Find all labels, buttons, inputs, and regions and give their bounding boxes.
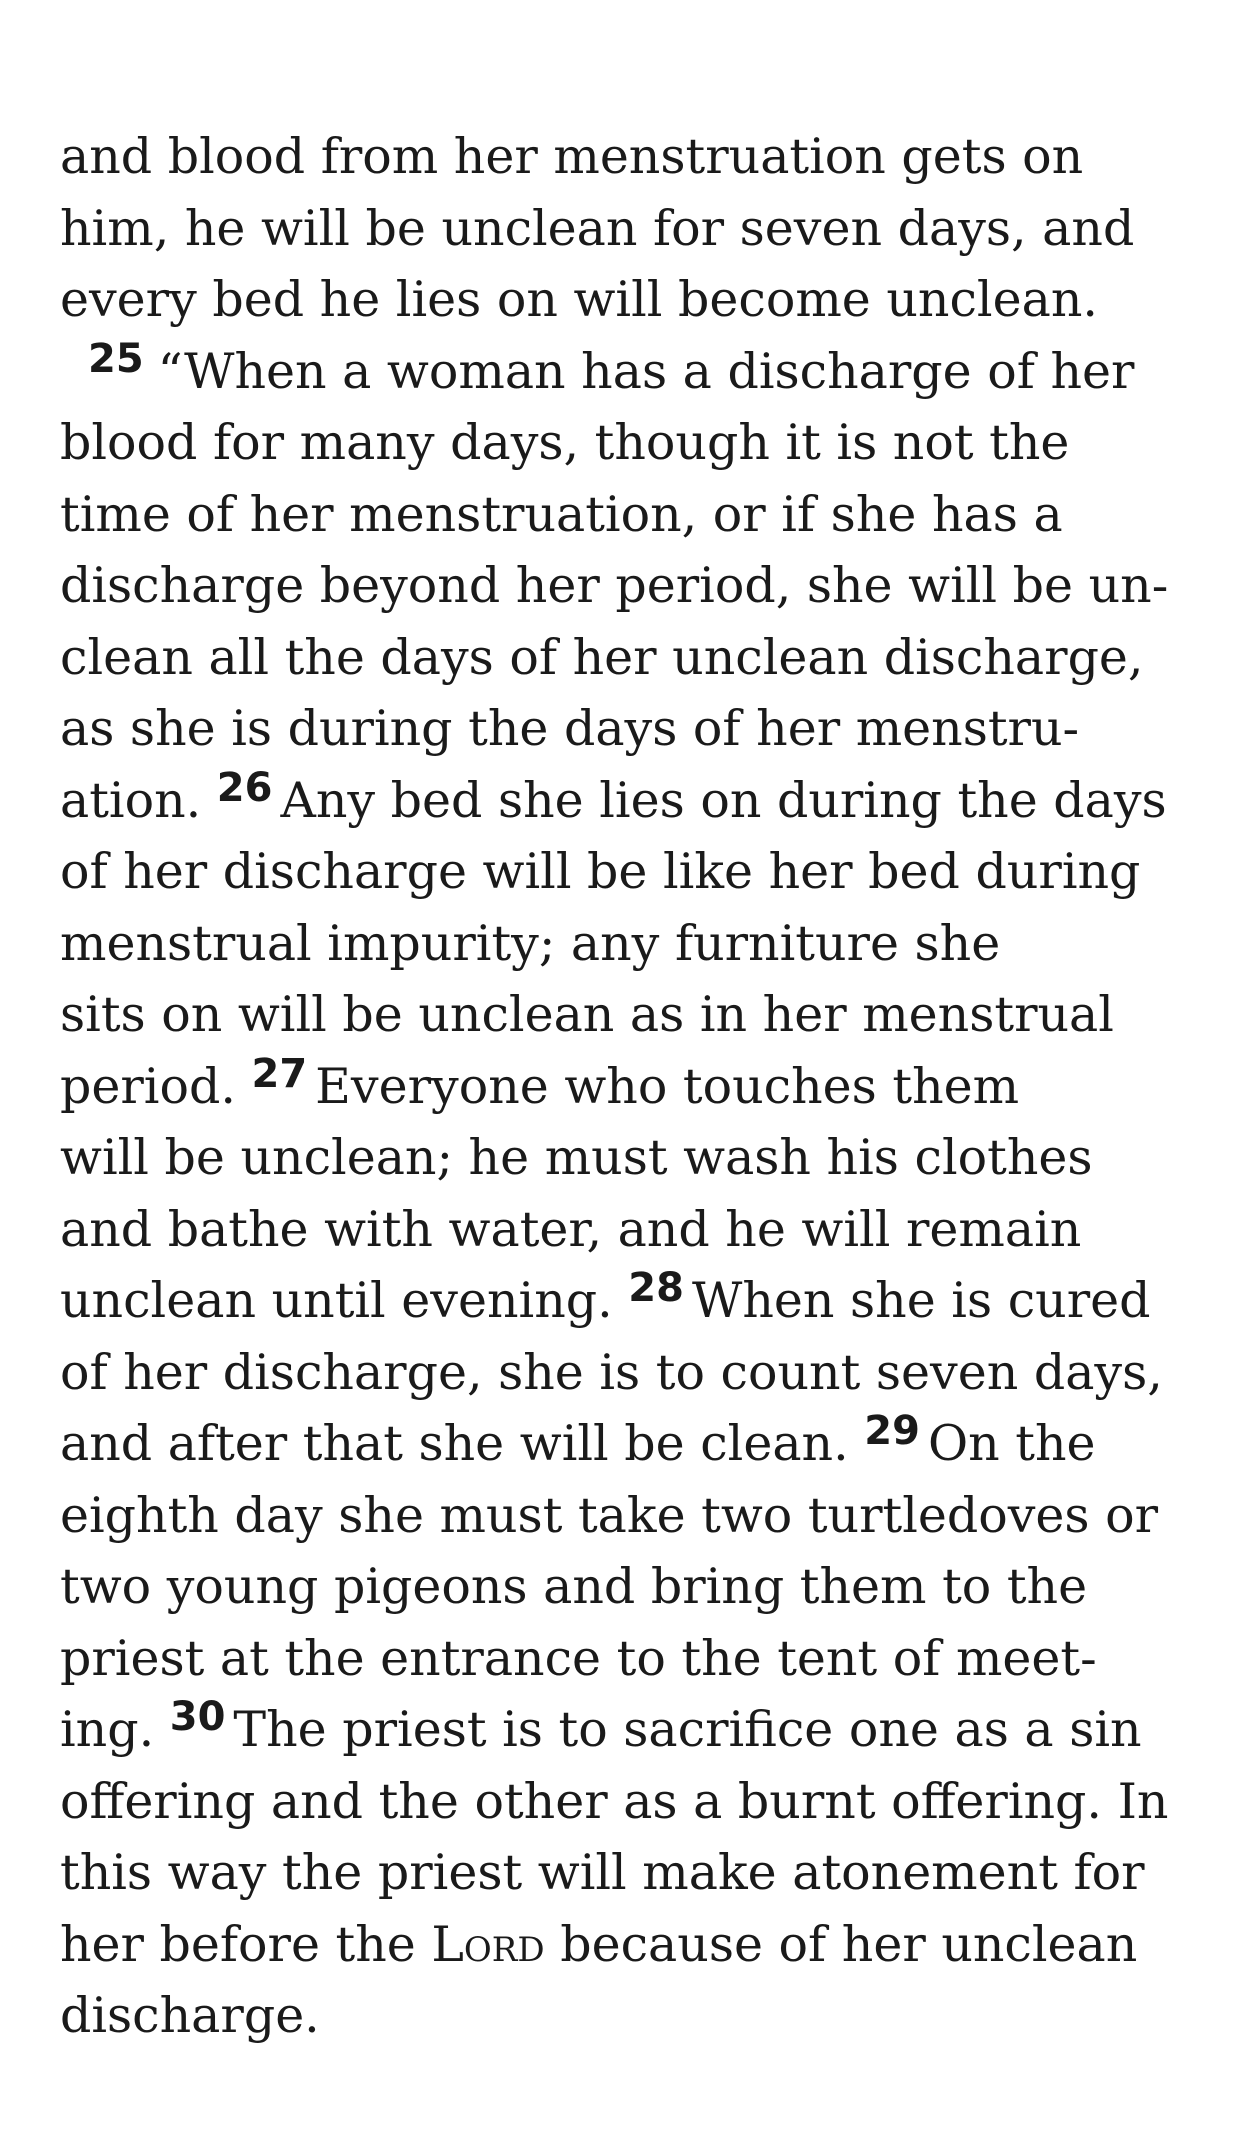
scripture-passage — [60, 121, 1190, 2052]
verse-number-30[interactable]: 30 — [169, 1694, 226, 1740]
text-line: offering and the other as a burnt offering. In — [60, 1772, 1169, 1830]
line-text: ing. — [60, 1701, 155, 1758]
text-line: as she is during the days of her menstru- — [60, 700, 1080, 757]
text-line: and bathe with water, and he will remain — [60, 1200, 1082, 1258]
text-line: blood for many days, though it is not the — [60, 414, 1070, 471]
text-line: time of her menstruation, or if she has a — [60, 485, 1063, 543]
divine-name: Lord — [431, 1915, 545, 1973]
line-text: Everyone who touches them — [315, 1057, 1020, 1115]
text-line — [60, 1694, 1190, 1766]
line-text: “When a woman has a discharge of her — [157, 342, 1135, 400]
verse-number-26[interactable]: 26 — [216, 764, 273, 811]
line-text: because of her unclean — [560, 1915, 1138, 1973]
text-line: of her discharge, she is to count seven days, — [60, 1343, 1163, 1401]
text-line: clean all the days of her unclean discharge, — [60, 628, 1144, 686]
line-text: period. — [60, 1057, 236, 1115]
text-line: menstrual impurity; any furniture she — [60, 914, 1001, 972]
text-line: and blood from her menstruation gets on — [60, 128, 1084, 185]
text-line — [60, 1909, 1190, 1981]
line-text: her before the — [60, 1915, 416, 1973]
text-line — [60, 1408, 1190, 1480]
text-line: two young pigeons and bring them to the — [60, 1558, 1088, 1615]
line-text: unclean until evening. — [60, 1272, 613, 1329]
verse-number-29[interactable]: 29 — [864, 1408, 920, 1454]
line-text: ation. — [60, 771, 202, 829]
text-line: of her discharge will be like her bed during — [60, 843, 1141, 900]
line-text: and after that she will be clean. — [60, 1415, 849, 1472]
text-line: this way the priest will make atonement for — [60, 1844, 1145, 1901]
verse-number-28[interactable]: 28 — [628, 1265, 684, 1311]
text-line: will be unclean; he must wash his clothes — [60, 1129, 1093, 1186]
text-line: discharge beyond her period, she will be un- — [60, 557, 1169, 614]
text-line: priest at the entrance to the tent of meet- — [60, 1629, 1097, 1687]
text-line: sits on will be unclean as in her menstrual — [60, 986, 1114, 1043]
line-text: The priest is to sacrifice one as a sin — [233, 1701, 1142, 1758]
line-text: When she is cured — [691, 1272, 1151, 1329]
verse-number-27[interactable]: 27 — [251, 1050, 308, 1097]
verse-number-25[interactable]: 25 — [88, 335, 144, 382]
text-line: eighth day she must take two turtledoves or — [60, 1486, 1159, 1544]
text-line — [60, 1265, 1190, 1337]
line-text: Any bed she lies on during the days — [280, 771, 1167, 829]
line-text: On the — [927, 1415, 1096, 1472]
text-line — [60, 336, 1190, 408]
text-line — [60, 1051, 1190, 1123]
text-line — [60, 765, 1190, 837]
text-line: every bed he lies on will become unclean. — [60, 271, 1098, 328]
text-line: discharge. — [60, 1987, 320, 2044]
text-line: him, he will be unclean for seven days, and — [60, 199, 1135, 257]
